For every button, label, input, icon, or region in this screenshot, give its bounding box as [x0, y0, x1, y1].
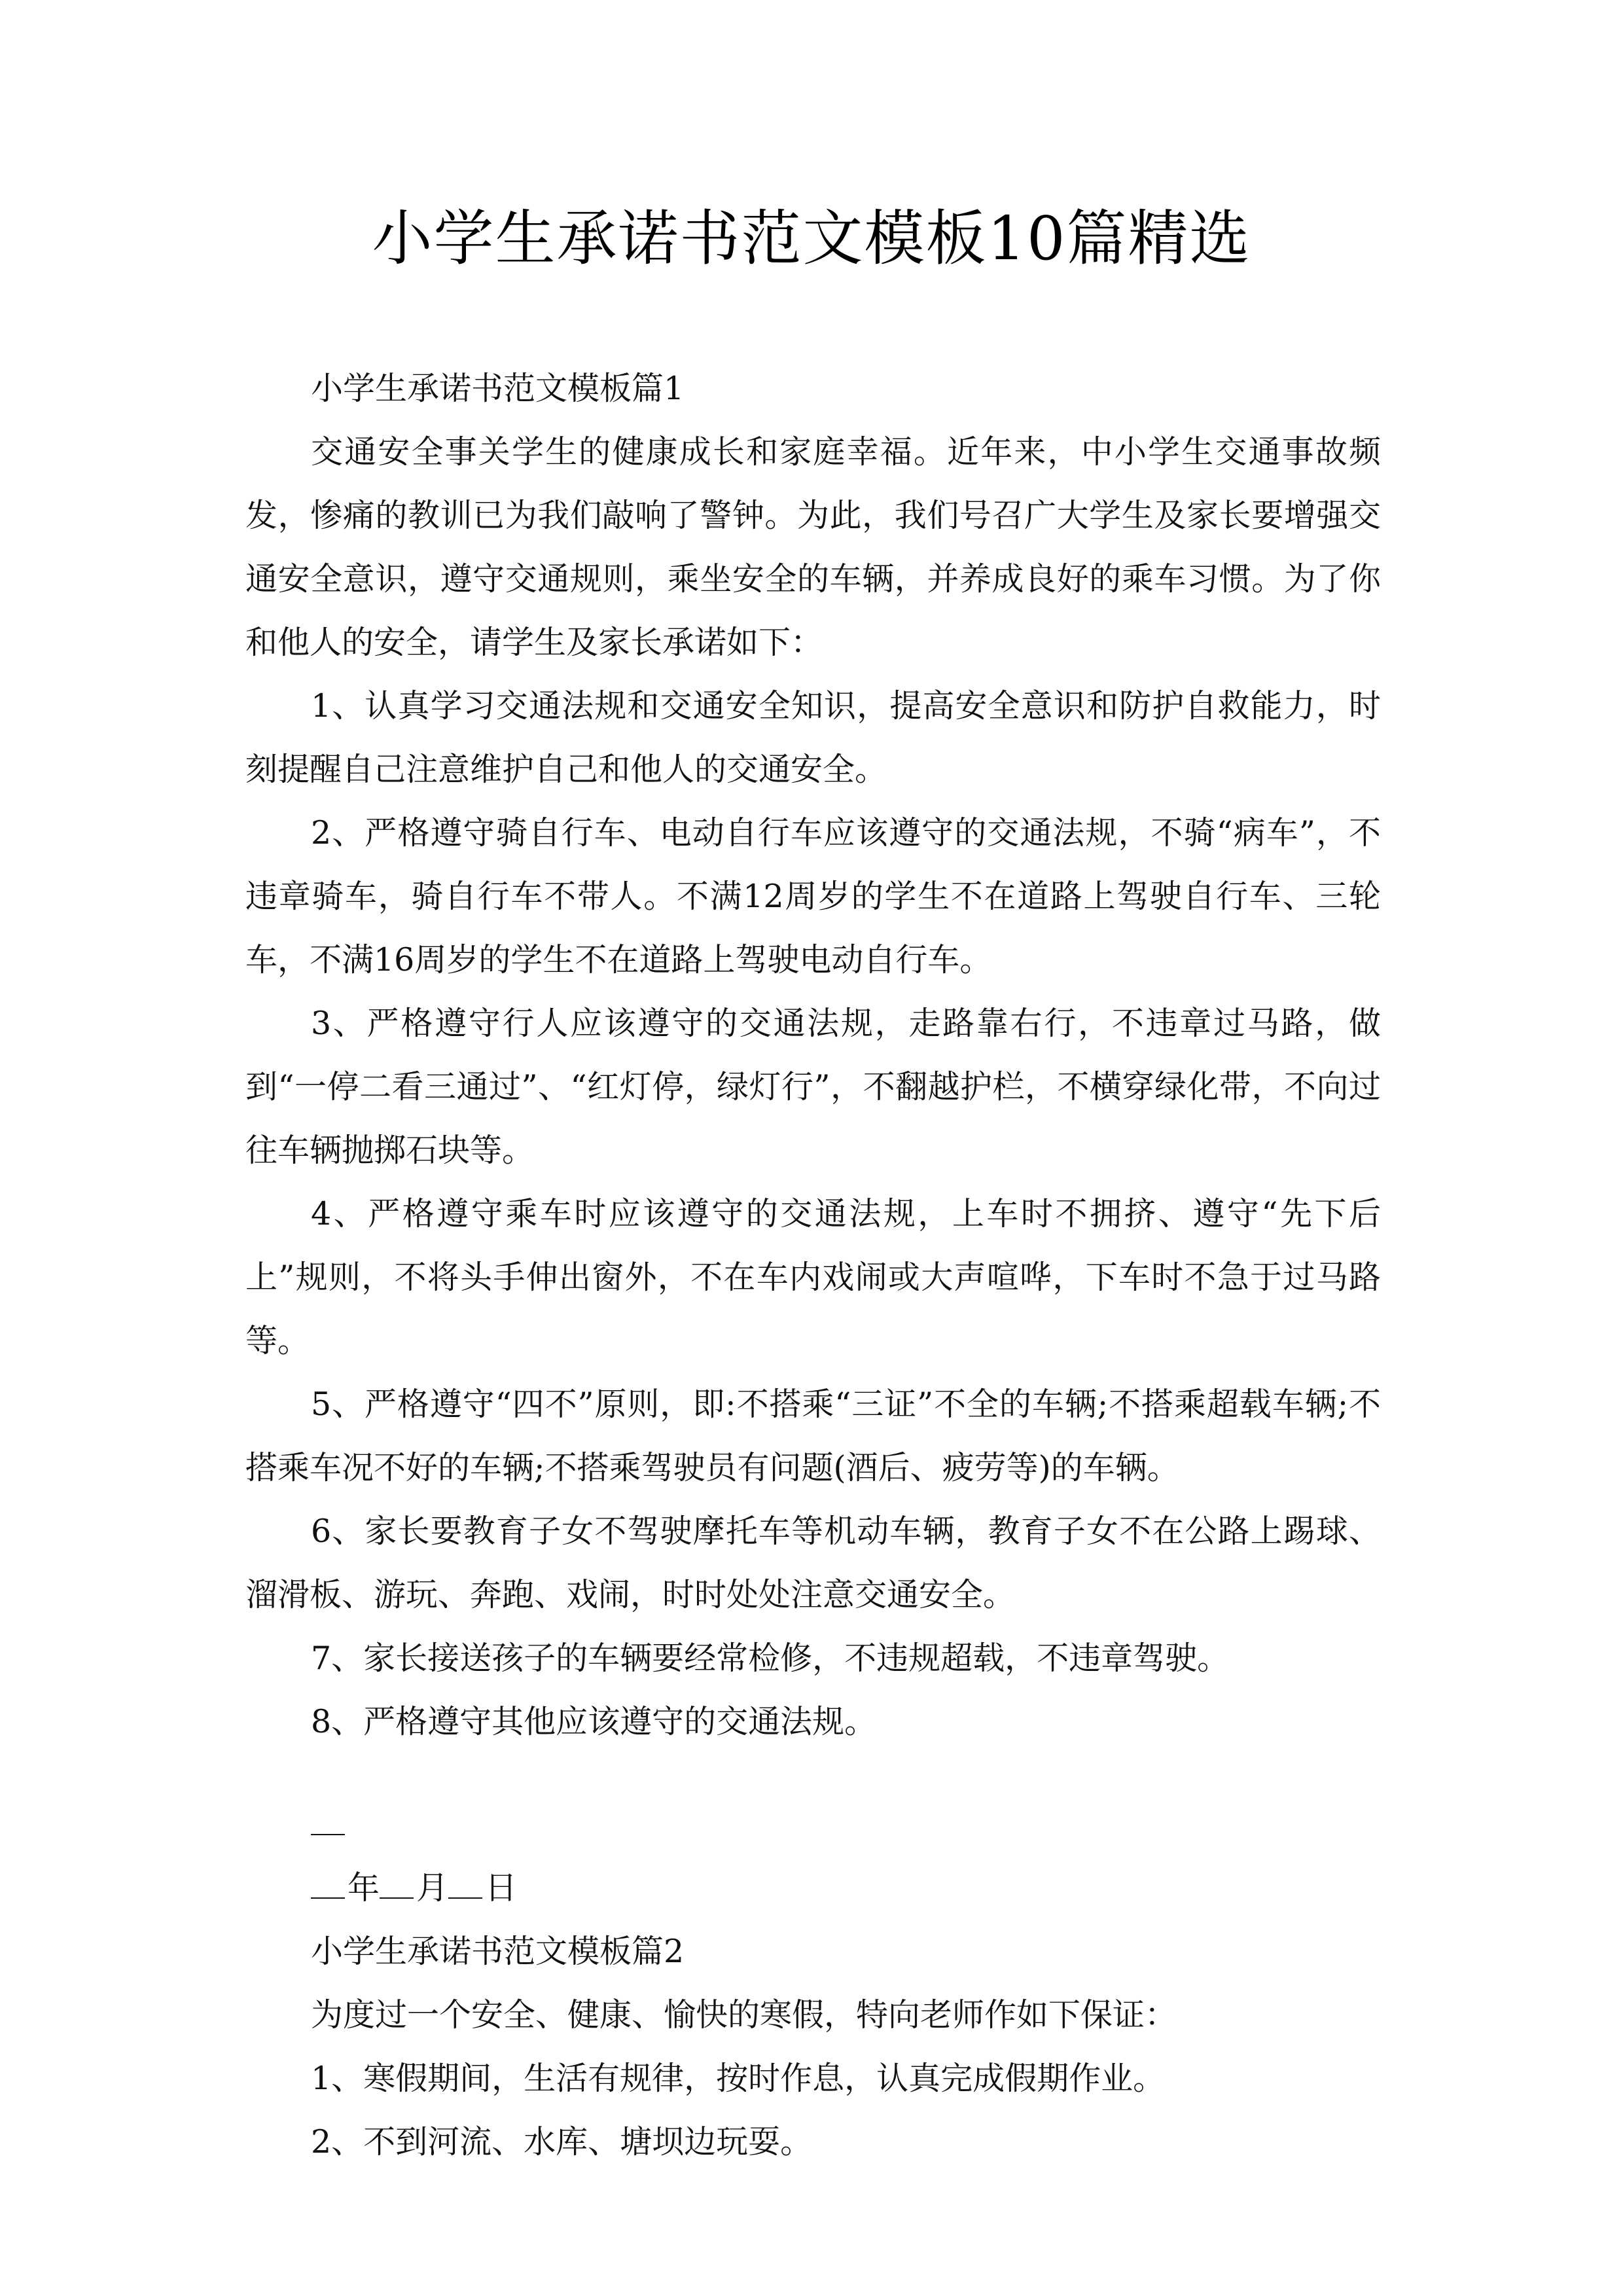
document-body: [245, 357, 1381, 2174]
section-2-item-1: 1、寒假期间，生活有规律，按时作息，认真完成假期作业。: [311, 2060, 1166, 2097]
section-1-item-4: 4、严格遵守乘车时应该遵守的交通法规，上车时不拥挤、遵守“先下后上”规则，不将头手伸出窗外，不在车内戏闹或大声喧哗，下车时不急于过马路等。: [245, 1195, 1381, 1359]
month-blank: [380, 1897, 414, 1899]
section-1-item-1: 1、认真学习交通法规和交通安全知识，提高安全意识和防护自救能力，时刻提醒自己注意维护自己和他人的交通安全。: [245, 687, 1381, 788]
day-blank: [448, 1897, 482, 1899]
section-1-intro: 交通安全事关学生的健康成长和家庭幸福。近年来，中小学生交通事故频发，惨痛的教训已为我们敲响了警钟。为此，我们号召广大学生及家长要增强交通安全意识，遵守交通规则，乘坐安全的车辆，并养成良好的乘车习惯。为了你和他人的安全，请学生及家长承诺如下：: [245, 433, 1381, 661]
date-line: [245, 1856, 1381, 1920]
section-1-item-3: 3、严格遵守行人应该遵守的交通法规，走路靠右行，不违章过马路，做到“一停二看三通过”、“红灯停，绿灯行”，不翻越护栏，不横穿绿化带，不向过往车辆抛掷石块等。: [245, 1005, 1381, 1169]
signature-blank: [311, 1833, 345, 1835]
section-1-item-7: 7、家长接送孩子的车辆要经常检修，不违规超载，不违章驾驶。: [311, 1640, 1230, 1677]
day-label: 日: [485, 1869, 518, 1907]
spacer: [245, 1753, 1381, 1793]
year-label: 年: [348, 1869, 380, 1907]
month-label: 月: [416, 1869, 449, 1907]
section-heading-2: 小学生承诺书范文模板篇2: [311, 1933, 685, 1970]
section-2-intro: 为度过一个安全、健康、愉快的寒假，特向老师作如下保证：: [311, 1996, 1177, 2034]
section-1-item-2: 2、严格遵守骑自行车、电动自行车应该遵守的交通法规，不骑“病车”，不违章骑车，骑自行车不带人。不满12周岁的学生不在道路上驾驶自行车、三轮车，不满16周岁的学生不在道路上驾驶电动自行车。: [245, 814, 1381, 978]
signature-line: [245, 1793, 1381, 1856]
section-1-item-8: 8、严格遵守其他应该遵守的交通法规。: [311, 1703, 877, 1740]
section-2-item-2: 2、不到河流、水库、塘坝边玩耍。: [311, 2123, 813, 2161]
document-title: 小学生承诺书范文模板10篇精选: [372, 204, 1251, 274]
section-1-item-6: 6、家长要教育子女不驾驶摩托车等机动车辆，教育子女不在公路上踢球、溜滑板、游玩、奔跑、戏闹，时时处处注意交通安全。: [245, 1513, 1381, 1613]
year-blank: [311, 1897, 345, 1899]
section-heading-1: 小学生承诺书范文模板篇1: [311, 370, 685, 407]
section-1-item-5: 5、严格遵守“四不”原则，即:不搭乘“三证”不全的车辆;不搭乘超载车辆;不搭乘车况不好的车辆;不搭乘驾驶员有问题(酒后、疲劳等)的车辆。: [245, 1386, 1381, 1486]
